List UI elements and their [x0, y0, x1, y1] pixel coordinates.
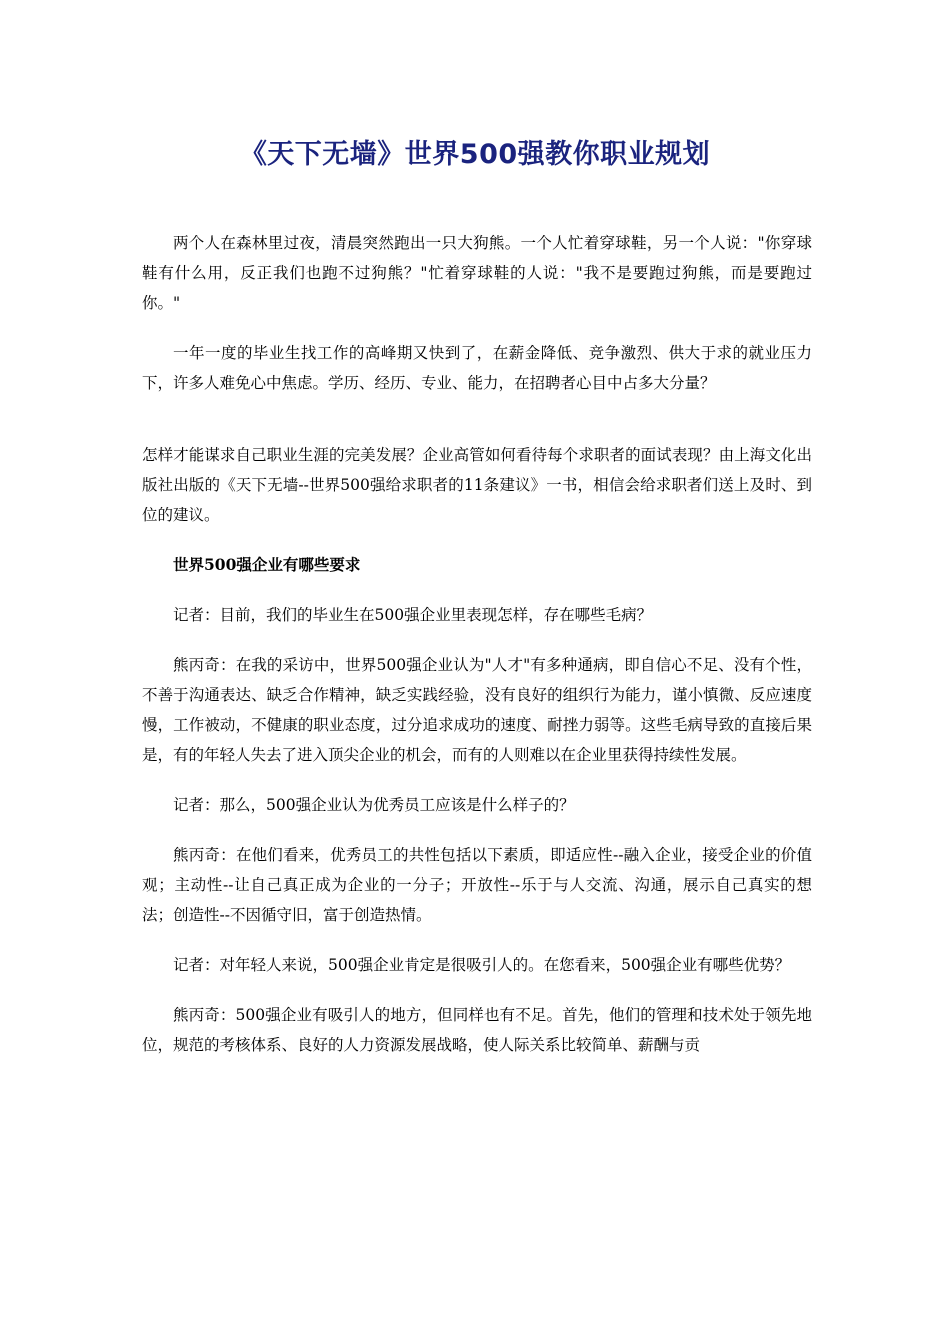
- section-heading: 世界500强企业有哪些要求: [173, 555, 361, 574]
- paragraph-bear-story: 两个人在森林里过夜，清晨突然跑出一只大狗熊。一个人忙着穿球鞋，另一个人说："你穿球鞋有什么用，反正我们也跑不过狗熊？"忙着穿球鞋的人说："我不是要跑过狗熊，而是要跑过你。": [142, 234, 812, 312]
- paragraph-question-2: 记者：那么，500强企业认为优秀员工应该是什么样子的？: [173, 796, 575, 814]
- paragraph-book-intro: 怎样才能谋求自己职业生涯的完美发展？企业高管如何看待每个求职者的面试表现？由上海文化出版社出版的《天下无墙--世界500强给求职者的11条建议》一书，相信会给求职者们送上及时、到位的建议。: [142, 446, 812, 524]
- paragraph-question-1: 记者：目前，我们的毕业生在500强企业里表现怎样，存在哪些毛病？: [173, 606, 653, 624]
- paragraph-answer-2: 熊丙奇：在他们看来，优秀员工的共性包括以下素质，即适应性--融入企业，接受企业的价值观；主动性--让自己真正成为企业的一分子；开放性--乐于与人交流、沟通，展示自己真实的想法；创造性--不因循守旧，富于创造热情。: [142, 846, 812, 924]
- paragraph-answer-1: 熊丙奇：在我的采访中，世界500强企业认为"人才"有多种通病，即自信心不足、没有个性，不善于沟通表达、缺乏合作精神，缺乏实践经验，没有良好的组织行为能力，谨小慎微、反应速度慢，工作被动，不健康的职业态度，过分追求成功的速度、耐挫力弱等。这些毛病导致的直接后果是，有的年轻人失去了进入顶尖企业的机会，而有的人则难以在企业里获得持续性发展。: [142, 656, 812, 764]
- paragraph-question-3: 记者：对年轻人来说，500强企业肯定是很吸引人的。在您看来，500强企业有哪些优势？: [173, 956, 791, 974]
- paragraph-graduation-season: 一年一度的毕业生找工作的高峰期又快到了，在薪金降低、竞争激烈、供大于求的就业压力下，许多人难免心中焦虑。学历、经历、专业、能力，在招聘者心目中占多大分量？: [142, 344, 812, 392]
- document-title: 《天下无墙》世界500强教你职业规划: [239, 139, 711, 170]
- document-body: [142, 228, 812, 1080]
- paragraph-answer-3: 熊丙奇：500强企业有吸引人的地方，但同样也有不足。首先，他们的管理和技术处于领先地位，规范的考核体系、良好的人力资源发展战略，使人际关系比较简单、薪酬与贡: [142, 1006, 812, 1054]
